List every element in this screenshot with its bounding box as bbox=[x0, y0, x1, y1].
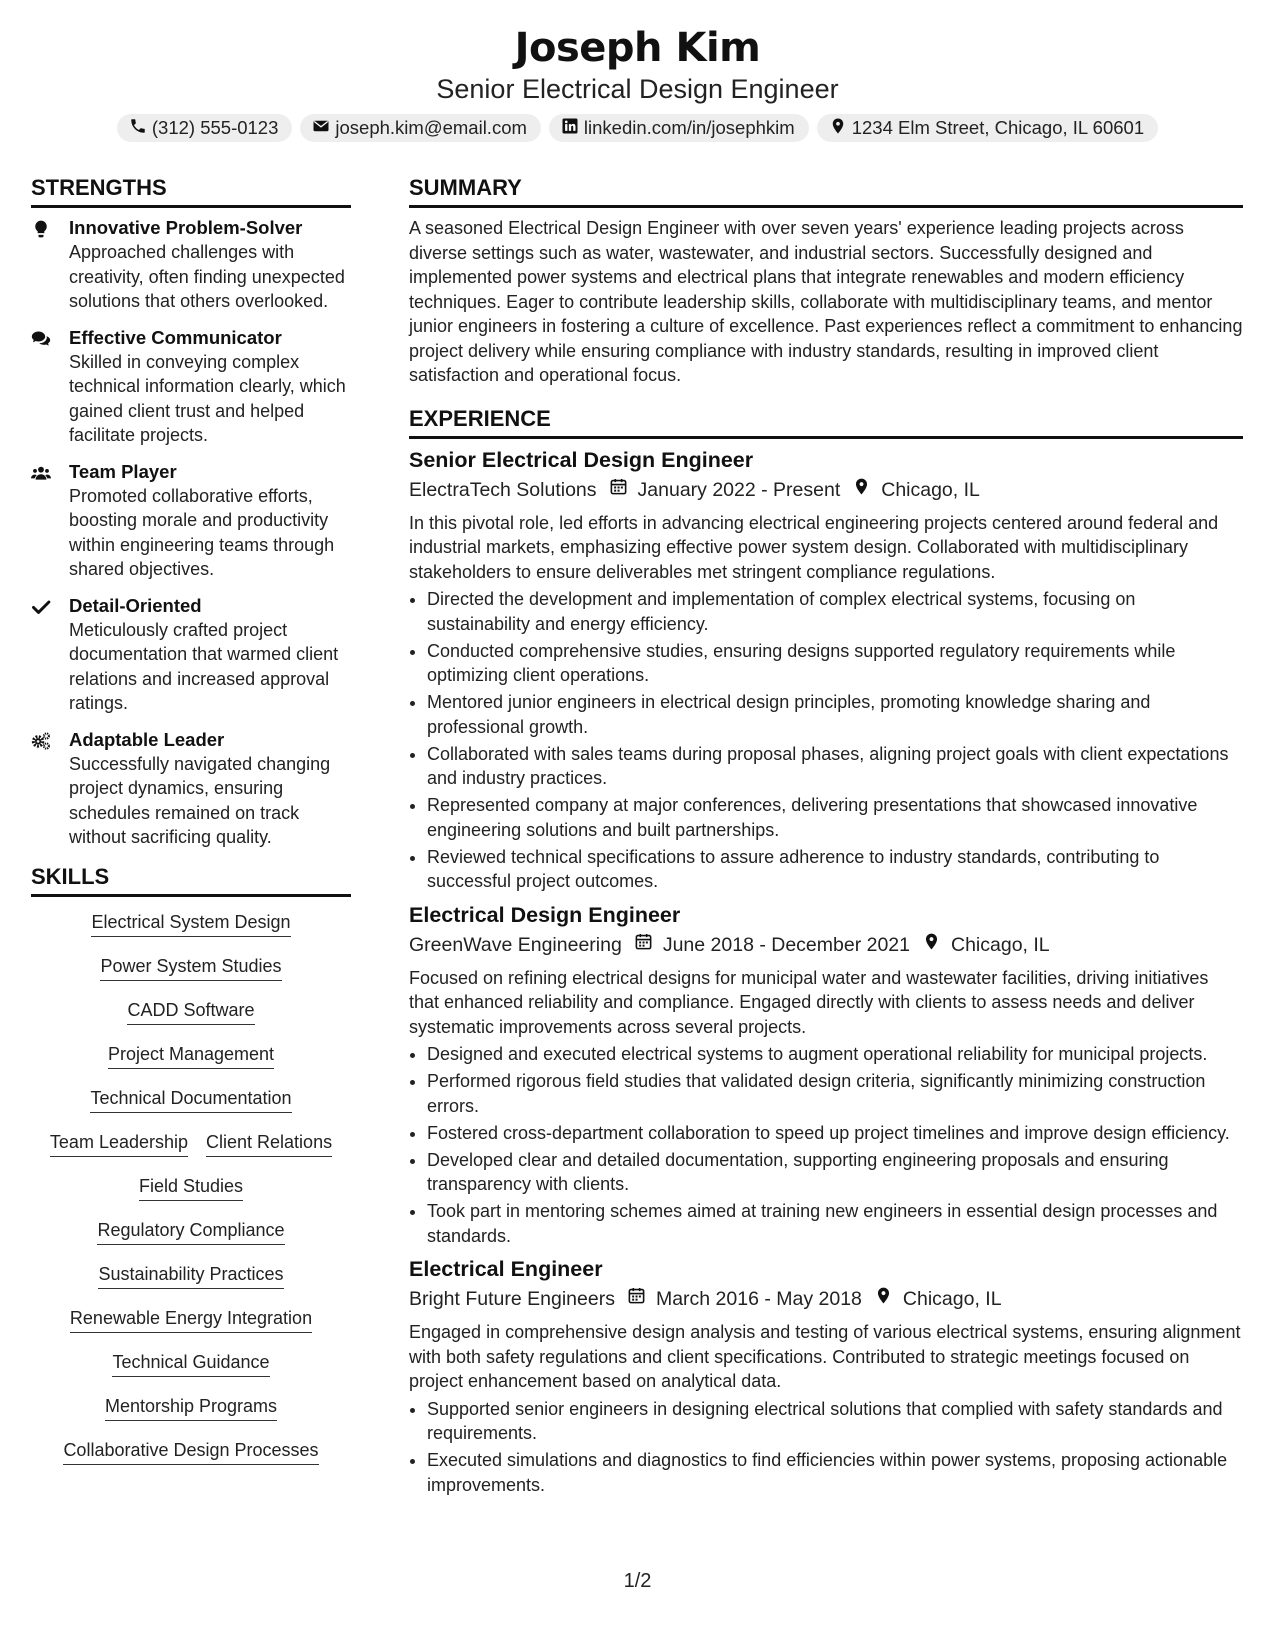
job-entry bbox=[409, 900, 1243, 1249]
checkmark-icon bbox=[31, 594, 69, 716]
contact-address-text: 1234 Elm Street, Chicago, IL 60601 bbox=[851, 117, 1145, 138]
linkedin-icon bbox=[561, 117, 579, 140]
calendar-icon bbox=[597, 475, 638, 505]
lightbulb-icon bbox=[31, 216, 69, 314]
summary-text: A seasoned Electrical Design Engineer with over seven years' experience leading projects across diverse settings such as water, wastewater, and industrial sectors. Successfully designed and implemented power systems and electrical plans that integrate renewables and modern efficiency techniques. Eager to contribute leadership skills, collaborate with multidisciplinary teams, and mentor junior engineers in fostering a culture of excellence. Past experiences reflect a commitment to enhancing project delivery while ensuring compliance with industry standards, resulting in improved client satisfaction and operational focus. bbox=[409, 218, 1243, 385]
left-column bbox=[31, 173, 351, 1465]
job-description: Focused on refining electrical designs for municipal water and wastewater facilities, driving initiatives that enhanced reliability and compliance. Engaged directly with clients to assess needs and deliver systematic improvements across several projects. bbox=[409, 967, 1209, 1037]
job-meta bbox=[409, 930, 1243, 960]
strength-desc: Skilled in conveying complex technical information clearly, which gained client trust and helped facilitate projects. bbox=[69, 351, 346, 445]
job-description: Engaged in comprehensive design analysis and testing of various electrical systems, ensuring alignment with both safety regulations and client specifications. Contributed to strategic meetings focused on project enhancement based on analytical data. bbox=[409, 1322, 1241, 1391]
users-icon bbox=[31, 460, 69, 582]
contact-phone-text: (312) 555-0123 bbox=[151, 117, 279, 138]
skill-tag: Power System Studies bbox=[100, 955, 281, 981]
job-bullets bbox=[409, 1397, 1243, 1498]
bullet-item: • Fostered cross-department collaboration to speed up project timelines and improve design efficiency. bbox=[427, 1121, 1243, 1146]
skill-row bbox=[31, 1395, 351, 1421]
strength-desc: Promoted collaborative efforts, boosting morale and productivity within engineering teams through shared objectives. bbox=[69, 485, 335, 579]
contact-email[interactable] bbox=[300, 114, 541, 142]
bullet-item: • Took part in mentoring schemes aimed at training new engineers in essential design processes and standards. bbox=[427, 1199, 1243, 1248]
skill-tag: Electrical System Design bbox=[91, 911, 290, 937]
skill-row bbox=[31, 1043, 351, 1069]
skill-tag: Client Relations bbox=[206, 1131, 332, 1157]
skill-row bbox=[31, 955, 351, 981]
contact-linkedin-text: linkedin.com/in/josephkim bbox=[583, 117, 795, 138]
skill-row bbox=[31, 911, 351, 937]
skill-row bbox=[31, 1175, 351, 1201]
skill-tag: Mentorship Programs bbox=[105, 1395, 277, 1421]
page-number: 1/2 bbox=[623, 1570, 652, 1592]
map-pin-icon bbox=[829, 117, 847, 140]
skill-row bbox=[31, 1087, 351, 1113]
skill-row bbox=[31, 1351, 351, 1377]
skill-row bbox=[31, 1439, 351, 1465]
job-entry bbox=[409, 1254, 1243, 1497]
job-entry bbox=[409, 445, 1243, 894]
bullet-item: • Reviewed technical specifications to assure adherence to industry standards, contributing to successful project outcomes. bbox=[427, 845, 1243, 894]
skill-tag: Technical Guidance bbox=[112, 1351, 269, 1377]
strength-desc: Approached challenges with creativity, often finding unexpected solutions that others overlooked. bbox=[69, 242, 345, 311]
candidate-title: Senior Electrical Design Engineer bbox=[436, 74, 839, 104]
resume-header bbox=[0, 22, 1275, 142]
experience-heading: EXPERIENCE bbox=[409, 404, 1243, 439]
bullet-item: • Directed the development and implementation of complex electrical systems, focusing on sustainability and energy efficiency. bbox=[427, 587, 1243, 636]
map-pin-icon bbox=[862, 1284, 903, 1314]
candidate-name: Joseph Kim bbox=[514, 25, 761, 71]
bullet-item: • Mentored junior engineers in electrical design principles, promoting knowledge sharing and professional growth. bbox=[427, 690, 1243, 739]
job-company: Bright Future Engineers bbox=[409, 1288, 615, 1310]
skill-tag: Project Management bbox=[108, 1043, 274, 1069]
job-dates: January 2022 - Present bbox=[637, 478, 841, 501]
job-location: Chicago, IL bbox=[902, 1288, 1002, 1310]
skills-list bbox=[31, 911, 351, 1465]
skill-row bbox=[31, 1263, 351, 1289]
job-title: Electrical Engineer bbox=[409, 1257, 603, 1281]
contact-address bbox=[817, 114, 1158, 142]
map-pin-icon bbox=[910, 930, 951, 960]
envelope-icon bbox=[312, 117, 330, 140]
summary-heading: SUMMARY bbox=[409, 173, 1243, 208]
strength-title: Detail-Oriented bbox=[69, 594, 202, 616]
bullet-item: • Supported senior engineers in designing electrical solutions that complied with safety standards and requirements. bbox=[427, 1397, 1243, 1446]
bullet-item: • Performed rigorous field studies that validated design criteria, significantly minimizing construction errors. bbox=[427, 1069, 1243, 1118]
job-dates: June 2018 - December 2021 bbox=[662, 933, 910, 956]
strength-title: Adaptable Leader bbox=[69, 728, 225, 750]
job-meta bbox=[409, 475, 1243, 505]
strength-title: Innovative Problem-Solver bbox=[69, 217, 303, 238]
job-title: Electrical Design Engineer bbox=[409, 902, 681, 927]
contact-bar bbox=[0, 114, 1275, 142]
job-title: Senior Electrical Design Engineer bbox=[409, 447, 754, 472]
strengths-heading: STRENGTHS bbox=[31, 173, 351, 208]
skill-tag: Technical Documentation bbox=[90, 1087, 291, 1113]
gears-icon bbox=[31, 728, 69, 850]
job-meta bbox=[409, 1284, 1243, 1314]
job-location: Chicago, IL bbox=[881, 478, 980, 501]
skill-tag: CADD Software bbox=[127, 999, 254, 1025]
contact-phone[interactable] bbox=[117, 114, 293, 142]
bullet-item: • Conducted comprehensive studies, ensuring designs supported regulatory requirements while optimizing client operations. bbox=[427, 639, 1243, 688]
bullet-item: • Executed simulations and diagnostics to find efficiencies within power systems, proposing actionable improvements. bbox=[427, 1448, 1243, 1497]
bullet-item: • Represented company at major conferences, delivering presentations that showcased innovative engineering solutions and built partnerships. bbox=[427, 793, 1243, 842]
calendar-icon bbox=[615, 1284, 656, 1314]
strength-item bbox=[31, 728, 351, 850]
contact-linkedin[interactable] bbox=[549, 114, 809, 142]
map-pin-icon bbox=[840, 475, 881, 505]
strength-item bbox=[31, 216, 351, 314]
right-column bbox=[409, 173, 1243, 1500]
strength-item bbox=[31, 326, 351, 448]
bullet-item: • Designed and executed electrical systems to augment operational reliability for municipal projects. bbox=[427, 1042, 1243, 1067]
bullet-item: • Collaborated with sales teams during proposal phases, aligning project goals with client expectations and industry practices. bbox=[427, 742, 1243, 791]
comments-icon bbox=[31, 326, 69, 448]
skill-row bbox=[31, 999, 351, 1025]
strengths-list bbox=[31, 216, 351, 850]
skill-tag: Field Studies bbox=[139, 1175, 243, 1201]
job-company: ElectraTech Solutions bbox=[409, 478, 597, 501]
skill-tag: Sustainability Practices bbox=[98, 1263, 283, 1289]
skill-row bbox=[31, 1219, 351, 1245]
job-bullets bbox=[409, 1042, 1243, 1248]
calendar-icon bbox=[622, 930, 663, 960]
skill-row bbox=[31, 1307, 351, 1333]
skill-tag: Regulatory Compliance bbox=[97, 1219, 284, 1245]
job-company: GreenWave Engineering bbox=[409, 933, 622, 956]
job-description: In this pivotal role, led efforts in advancing electrical engineering projects centered around federal and industrial markets, emphasizing effective power system design. Collaborated with multidisciplinary stakeholders to ensure deliverables met stringent compliance regulations. bbox=[409, 512, 1219, 582]
strength-item bbox=[31, 594, 351, 716]
strength-desc: Successfully navigated changing project dynamics, ensuring schedules remained on track without sacrificing quality. bbox=[69, 753, 331, 847]
bullet-item: • Developed clear and detailed documentation, supporting engineering proposals and ensuring transparency with clients. bbox=[427, 1148, 1243, 1197]
phone-icon bbox=[129, 117, 147, 140]
skill-tag: Team Leadership bbox=[50, 1131, 188, 1157]
job-bullets bbox=[409, 587, 1243, 894]
strength-item bbox=[31, 460, 351, 582]
strength-title: Effective Communicator bbox=[69, 326, 282, 348]
strength-desc: Meticulously crafted project documentation that warmed client relations and increased approval ratings. bbox=[69, 619, 339, 713]
strength-title: Team Player bbox=[69, 460, 177, 482]
contact-email-text: joseph.kim@email.com bbox=[335, 117, 527, 138]
job-location: Chicago, IL bbox=[951, 933, 1050, 956]
job-dates: March 2016 - May 2018 bbox=[655, 1288, 862, 1310]
skill-tag: Renewable Energy Integration bbox=[70, 1307, 312, 1333]
skills-heading: SKILLS bbox=[31, 862, 351, 897]
skill-row bbox=[31, 1131, 351, 1157]
skill-tag: Collaborative Design Processes bbox=[63, 1439, 318, 1465]
